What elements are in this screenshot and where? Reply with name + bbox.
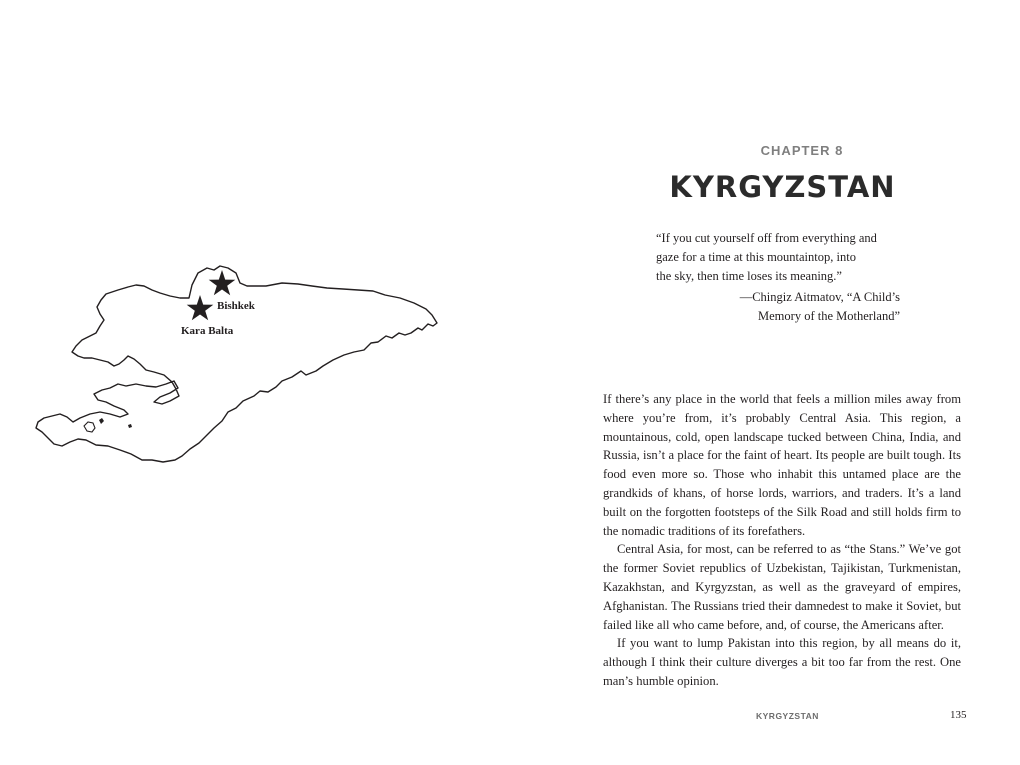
- running-head: KYRGYZSTAN: [756, 711, 819, 721]
- epigraph-quote: “If you cut yourself off from everything and gaze for a time at this mountaintop, into the sky, then time loses its meaning.”: [656, 231, 877, 283]
- enclave-outline: [84, 422, 95, 432]
- city-label-bishkek: Bishkek: [217, 300, 255, 312]
- body-text: [603, 390, 961, 691]
- city-star-icon: [187, 295, 214, 320]
- chapter-title: KYRGYZSTAN: [669, 170, 896, 204]
- enclave-dot: [128, 424, 132, 428]
- city-label-kara-balta: Kara Balta: [181, 325, 234, 337]
- country-outline: [36, 266, 437, 462]
- epigraph-attribution: —Chingiz Aitmatov, “A Child’s Memory of the Motherland”: [739, 290, 900, 323]
- chapter-label: CHAPTER 8: [760, 143, 844, 158]
- page-number: 135: [950, 709, 967, 721]
- enclave-dot: [99, 418, 104, 424]
- text-page: [510, 0, 1020, 765]
- body-paragraph: If there’s any place in the world that feels a million miles away from where you’re from, it’s probably Central Asia. This region, a mountainous, cold, open landscape tucked between China, India, and Russia, isn’t a place for the faint of heart. Its people are built tough. Its food even more so. Those who inhabit this untamed place are the grandkids of khans, of horse lords, warriors, and traders. It’s a land built on the forgotten footsteps of the Silk Road and still holds firm to the nomadic traditions of its forefathers.: [603, 392, 961, 538]
- body-paragraph: Central Asia, for most, can be referred to as “the Stans.” We’ve got the former Soviet republics of Uzbekistan, Tajikistan, Turkmenistan, Kazakhstan, and Kyrgyzstan, as well as the graveyard of empires, Afghanistan. The Russians tried their damnedest to make it Soviet, but failed like all who came before, and, of course, the Americans after.: [603, 542, 961, 632]
- epigraph: [656, 229, 906, 326]
- capital-star-icon: [209, 270, 236, 295]
- body-paragraph: If you want to lump Pakistan into this region, by all means do it, although I think their culture diverges a bit too far from the rest. One man’s humble opinion.: [603, 636, 961, 688]
